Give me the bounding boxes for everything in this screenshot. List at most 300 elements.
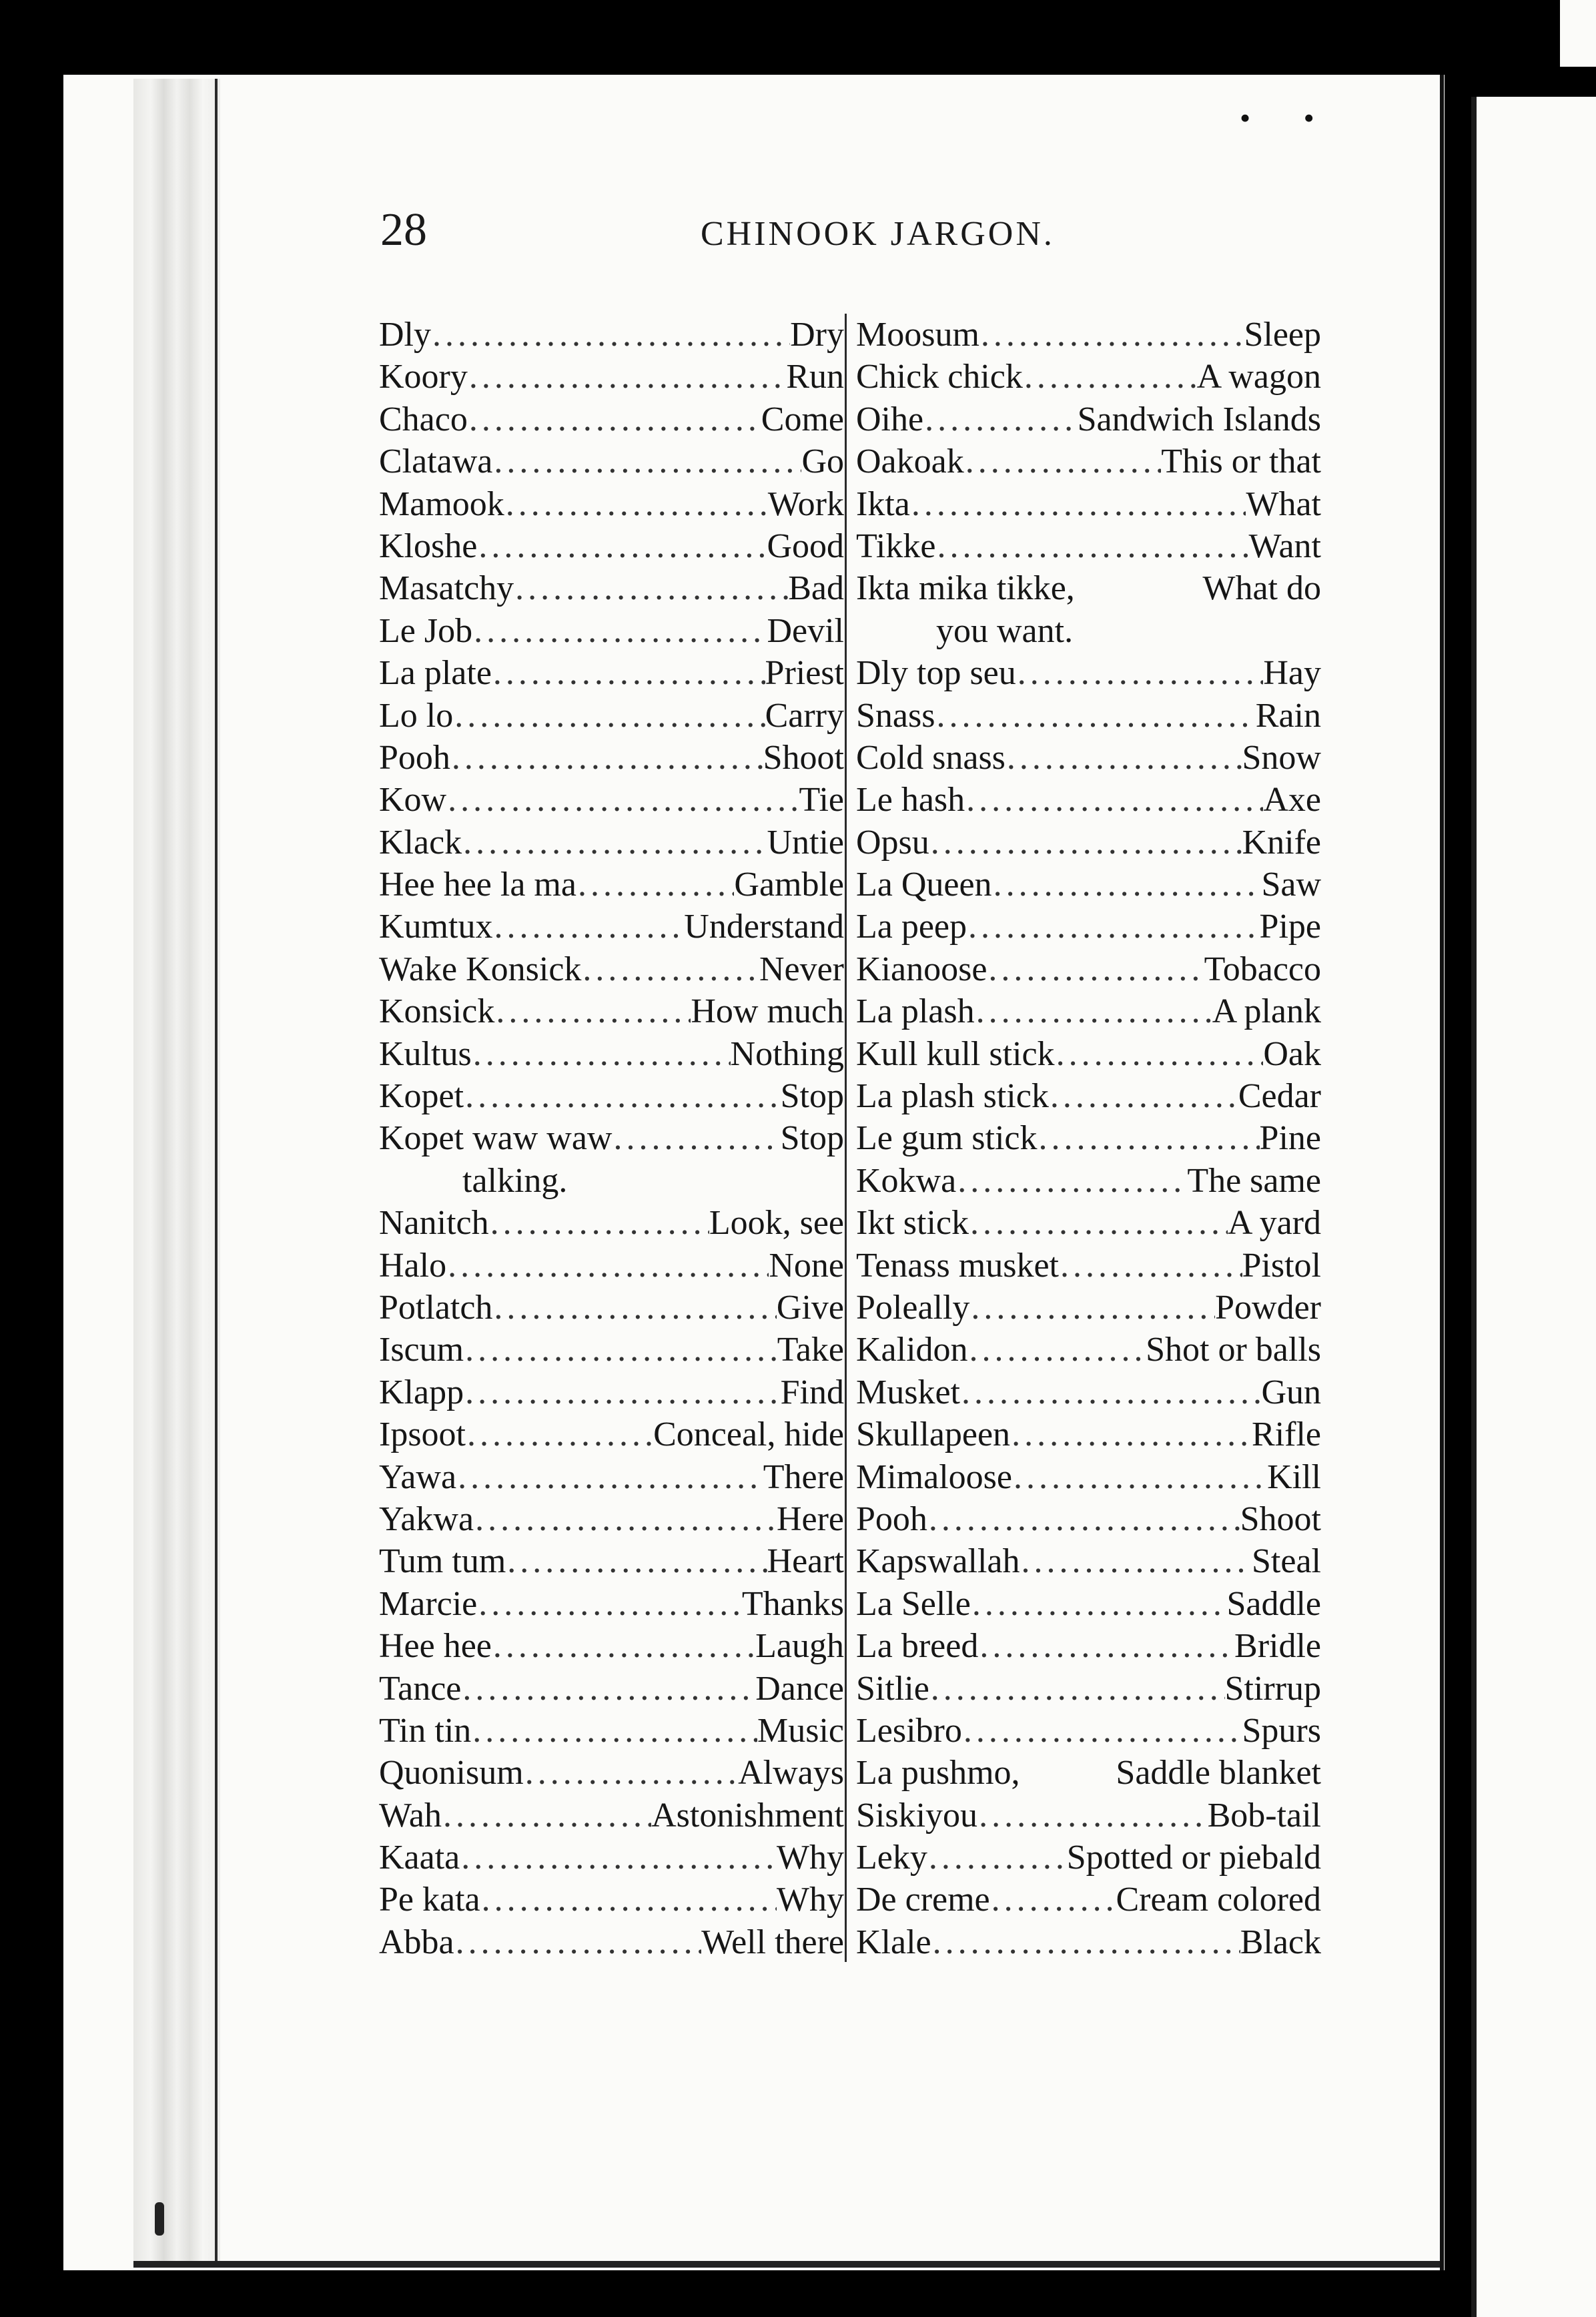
glossary-entry — [379, 1498, 844, 1540]
entry-term: Dly top seu — [856, 654, 1016, 693]
entry-definition: Shoot — [763, 738, 844, 777]
glossary-entry — [379, 1921, 844, 1963]
glossary-entry — [379, 1540, 844, 1582]
glossary-entry — [379, 610, 844, 652]
glossary-entry — [856, 652, 1321, 694]
entry-definition: Hay — [1263, 654, 1321, 693]
glossary-entry — [379, 1117, 844, 1159]
entry-term: Pe kata — [379, 1881, 480, 1919]
entry-term: Chaco — [379, 400, 468, 438]
glossary-entry — [856, 1625, 1321, 1667]
entry-term: Konsick — [379, 992, 495, 1031]
dot-leader — [492, 906, 684, 948]
dot-leader — [460, 1837, 777, 1879]
glossary-entry — [379, 398, 844, 440]
entry-term: Kopet waw waw — [379, 1119, 613, 1158]
entry-term: Le gum stick — [856, 1119, 1038, 1158]
glossary-entry — [856, 1583, 1321, 1625]
entry-term: Ipsoot — [379, 1415, 466, 1454]
glossary-entry — [856, 1371, 1321, 1413]
glossary-entry — [856, 1498, 1321, 1540]
glossary-entry — [379, 525, 844, 567]
glossary-entry — [856, 1245, 1321, 1287]
dot-leader — [464, 1329, 777, 1371]
glossary-entry — [379, 567, 844, 609]
glossary-entry — [379, 948, 844, 990]
glossary-entry — [856, 737, 1321, 779]
entry-term: La Selle — [856, 1584, 971, 1623]
entry-term: Musket — [856, 1373, 960, 1411]
entry-definition: Axe — [1263, 781, 1321, 819]
entry-definition: None — [769, 1246, 844, 1285]
entry-definition: Shoot — [1240, 1500, 1321, 1538]
entry-term: Tance — [379, 1669, 462, 1708]
glossary-entry — [379, 1752, 844, 1794]
dot-leader — [477, 525, 767, 567]
entry-definition: This or that — [1161, 442, 1321, 481]
dot-leader — [461, 1668, 755, 1710]
dot-leader — [1016, 652, 1264, 694]
dot-leader — [504, 483, 768, 525]
glossary-entry — [379, 1794, 844, 1837]
entry-term: Oihe — [856, 400, 924, 438]
entry-definition: Cedar — [1238, 1077, 1321, 1116]
entry-definition: Why — [776, 1839, 844, 1877]
entry-term: Masatchy — [379, 569, 514, 608]
entry-term: Kultus — [379, 1034, 472, 1073]
entry-term: Klapp — [379, 1373, 464, 1411]
glossary-entry — [379, 779, 844, 821]
dot-leader — [979, 314, 1244, 356]
glossary-entry — [379, 1245, 844, 1287]
glossary-entry — [856, 356, 1321, 398]
dot-leader — [472, 1033, 731, 1075]
entry-term: Kull kull stick — [856, 1034, 1055, 1073]
page-right-edge — [1440, 75, 1444, 2270]
dot-leader — [927, 1498, 1240, 1540]
entry-definition: Rain — [1255, 696, 1321, 735]
entry-definition: Spurs — [1242, 1711, 1321, 1750]
entry-term: Lesibro — [856, 1711, 962, 1750]
entry-definition: Steal — [1252, 1542, 1321, 1581]
entry-term: Tum tum — [379, 1542, 506, 1581]
entry-term: Mamook — [379, 484, 504, 523]
entry-term: Le Job — [379, 611, 473, 650]
entry-term: Oakoak — [856, 442, 964, 481]
glossary-entry — [379, 1668, 844, 1710]
facing-page-corner — [1560, 0, 1596, 67]
dot-leader — [474, 1498, 777, 1540]
dot-leader — [1010, 1413, 1252, 1455]
facing-page-gutter — [1471, 97, 1477, 2317]
dot-leader — [453, 695, 765, 737]
glossary-entry — [379, 821, 844, 864]
entry-definition: Pine — [1259, 1119, 1321, 1158]
dot-leader — [990, 1879, 1116, 1921]
glossary-entry — [379, 1371, 844, 1413]
dot-leader — [1059, 1245, 1242, 1287]
entry-definition: Rifle — [1252, 1415, 1321, 1454]
glossary-entry — [856, 1160, 1321, 1202]
glossary-entry — [856, 1329, 1321, 1371]
dot-leader — [456, 1456, 763, 1498]
entry-term: Iscum — [379, 1331, 464, 1369]
entry-term: Wake Konsick — [379, 950, 582, 988]
dot-leader — [965, 779, 1263, 821]
entry-term: La plate — [379, 654, 492, 693]
dot-leader — [514, 567, 788, 609]
entry-definition: What do — [1202, 569, 1321, 608]
glossary-entry — [379, 1625, 844, 1667]
glossary-entry — [856, 990, 1321, 1032]
dot-leader — [492, 652, 765, 694]
entry-definition: Bob-tail — [1207, 1796, 1321, 1835]
glossary-column-right — [856, 314, 1321, 1963]
entry-term: La breed — [856, 1627, 979, 1666]
entry-continuation: talking. — [462, 1161, 568, 1200]
glossary-entry — [379, 1329, 844, 1371]
dot-leader — [968, 1329, 1146, 1371]
entry-definition: Pistol — [1242, 1246, 1321, 1285]
dot-leader — [489, 1202, 709, 1244]
entry-term: Klack — [379, 823, 462, 862]
dot-leader — [431, 314, 790, 356]
entry-definition: Snow — [1242, 738, 1321, 777]
entry-definition: How much — [691, 992, 844, 1031]
glossary-entry — [856, 1117, 1321, 1159]
entry-term: Pooh — [856, 1500, 927, 1538]
dot-leader — [454, 1921, 702, 1963]
printer-ornament: • • — [1240, 101, 1337, 135]
entry-definition: Here — [776, 1500, 844, 1538]
entry-continuation: you want. — [936, 611, 1074, 650]
dot-leader — [967, 906, 1260, 948]
entry-definition: A plank — [1212, 992, 1321, 1031]
entry-definition: Devil — [767, 611, 844, 650]
glossary-entry — [856, 398, 1321, 440]
glossary-entry — [379, 1287, 844, 1329]
entry-term: Kaata — [379, 1839, 460, 1877]
dot-leader — [975, 990, 1212, 1032]
entry-term: Ikta — [856, 484, 910, 523]
dot-leader — [960, 1371, 1261, 1413]
dot-leader — [442, 1794, 651, 1837]
entry-term: Pooh — [379, 738, 450, 777]
entry-term: Kloshe — [379, 527, 478, 565]
glossary-entry — [856, 1287, 1321, 1329]
entry-definition: Dance — [755, 1669, 844, 1708]
entry-definition: Understand — [684, 908, 844, 946]
glossary-entry — [379, 1075, 844, 1117]
glossary-entry — [379, 1837, 844, 1879]
entry-term: Tenass musket — [856, 1246, 1059, 1285]
entry-term: Ikt stick — [856, 1204, 969, 1243]
glossary-entry — [379, 1033, 844, 1075]
entry-term: Marcie — [379, 1584, 478, 1623]
entry-definition: Stirrup — [1224, 1669, 1321, 1708]
entry-term: Le hash — [856, 781, 965, 819]
entry-term: La peep — [856, 908, 967, 946]
glossary-entry — [379, 356, 844, 398]
entry-definition: Look, see — [709, 1204, 844, 1243]
glossary-entry — [856, 567, 1321, 609]
entry-term: Kokwa — [856, 1161, 957, 1200]
dot-leader — [492, 1287, 776, 1329]
glossary-entry — [379, 1202, 844, 1244]
entry-term: Hee hee — [379, 1627, 492, 1666]
dot-leader — [466, 1413, 653, 1455]
dot-leader — [971, 1583, 1227, 1625]
dot-leader — [468, 398, 761, 440]
entry-term: Kapswallah — [856, 1542, 1020, 1581]
entry-definition: Gun — [1261, 1373, 1321, 1411]
entry-term: Hee hee la ma — [379, 866, 576, 904]
glossary-entry — [379, 652, 844, 694]
dot-leader — [472, 610, 767, 652]
entry-term: Yawa — [379, 1457, 457, 1496]
entry-term: Tin tin — [379, 1711, 472, 1750]
glossary-entry — [379, 990, 844, 1032]
entry-definition: Astonishment — [651, 1796, 844, 1835]
glossary-entry — [856, 1794, 1321, 1837]
entry-term: Halo — [379, 1246, 447, 1285]
entry-term: Klale — [856, 1923, 931, 1961]
entry-term: Opsu — [856, 823, 929, 862]
entry-definition: Black — [1240, 1923, 1321, 1961]
entry-definition: Shot or balls — [1146, 1331, 1321, 1369]
glossary-entry — [379, 483, 844, 525]
page-number: 28 — [380, 204, 427, 256]
entry-definition: Conceal, hide — [653, 1415, 844, 1454]
dot-leader — [978, 1625, 1234, 1667]
dot-leader — [471, 1710, 757, 1752]
entry-term: Clatawa — [379, 442, 493, 481]
entry-definition: Well there — [701, 1923, 844, 1961]
glossary-entry — [856, 1837, 1321, 1879]
glossary-entry — [379, 314, 844, 356]
dot-leader — [923, 398, 1078, 440]
entry-term: Cold snass — [856, 738, 1006, 777]
dot-leader — [494, 990, 691, 1032]
entry-definition: A yard — [1227, 1204, 1321, 1243]
dot-leader — [464, 1371, 781, 1413]
page-stack-edge — [133, 79, 220, 2261]
entry-definition: Oak — [1263, 1034, 1321, 1073]
entry-term: Skullapeen — [856, 1415, 1011, 1454]
entry-definition: Why — [776, 1881, 844, 1919]
entry-definition: Tie — [799, 781, 844, 819]
dot-leader — [480, 1879, 777, 1921]
entry-definition: Heart — [767, 1542, 844, 1581]
entry-definition: There — [763, 1457, 844, 1496]
entry-definition: Find — [780, 1373, 844, 1411]
entry-definition: Stop — [780, 1119, 844, 1158]
glossary-entry — [379, 906, 844, 948]
dot-leader — [935, 695, 1255, 737]
entry-term: La pushmo, — [856, 1754, 1020, 1792]
dot-leader — [612, 1117, 780, 1159]
glossary-entry — [856, 1668, 1321, 1710]
dot-leader — [492, 1625, 755, 1667]
glossary-entry — [379, 695, 844, 737]
entry-definition: Knife — [1242, 823, 1321, 862]
glossary-entry — [379, 864, 844, 906]
entry-term: Kumtux — [379, 908, 493, 946]
dot-leader — [1049, 1075, 1238, 1117]
entry-definition: Stop — [780, 1077, 844, 1116]
entry-definition: Thanks — [741, 1584, 844, 1623]
dot-leader — [1012, 1456, 1267, 1498]
entry-term: Quonisum — [379, 1754, 524, 1792]
entry-definition: The same — [1187, 1161, 1321, 1200]
entry-term: Kianoose — [856, 950, 987, 988]
dot-leader — [1038, 1117, 1260, 1159]
entry-definition: Never — [759, 950, 844, 988]
entry-term: Dly — [379, 316, 431, 354]
entry-definition: A wagon — [1196, 358, 1321, 396]
dot-leader — [464, 1075, 781, 1117]
glossary-entry — [856, 948, 1321, 990]
glossary-entry — [856, 1752, 1321, 1794]
entry-term: Tikke — [856, 527, 936, 565]
entry-term: Mimaloose — [856, 1457, 1012, 1496]
dot-leader — [477, 1583, 742, 1625]
entry-definition: Want — [1248, 527, 1321, 565]
glossary-column-left — [379, 314, 844, 1963]
entry-term: Kopet — [379, 1077, 464, 1116]
glossary-entry — [856, 695, 1321, 737]
entry-term: Wah — [379, 1796, 442, 1835]
glossary-entry — [379, 737, 844, 779]
glossary-entry — [379, 1879, 844, 1921]
dot-leader — [1020, 1540, 1252, 1582]
entry-term: Abba — [379, 1923, 454, 1961]
dot-leader — [969, 1202, 1228, 1244]
entry-definition: Saddle — [1226, 1584, 1321, 1623]
entry-term: Kow — [379, 781, 447, 819]
entry-definition: Take — [777, 1331, 844, 1369]
glossary-entry — [856, 1879, 1321, 1921]
dot-leader — [506, 1540, 767, 1582]
glossary-entry — [379, 1710, 844, 1752]
entry-definition: Nothing — [730, 1034, 844, 1073]
glossary-entry — [856, 440, 1321, 482]
entry-definition: Priest — [765, 654, 844, 693]
dot-leader — [450, 737, 763, 779]
entry-term: La plash stick — [856, 1077, 1049, 1116]
glossary-entry — [856, 864, 1321, 906]
dot-leader — [935, 525, 1248, 567]
dot-leader — [987, 948, 1204, 990]
entry-definition: Give — [776, 1288, 844, 1327]
dot-leader — [929, 1668, 1225, 1710]
dot-leader — [964, 440, 1162, 482]
dot-leader — [468, 356, 786, 398]
entry-definition: Always — [738, 1754, 844, 1792]
dot-leader — [1055, 1033, 1264, 1075]
glossary-entry — [856, 1202, 1321, 1244]
entry-definition: Dry — [790, 316, 844, 354]
entry-definition: Sleep — [1244, 316, 1321, 354]
entry-definition: Powder — [1215, 1288, 1321, 1327]
dot-leader — [576, 864, 734, 906]
entry-term: Chick chick — [856, 358, 1023, 396]
entry-definition: Run — [786, 358, 844, 396]
entry-term: La plash — [856, 992, 975, 1031]
dot-leader — [992, 864, 1262, 906]
entry-definition: Spotted or piebald — [1066, 1839, 1321, 1877]
dot-leader — [977, 1794, 1208, 1837]
column-rule — [845, 314, 847, 1962]
entry-definition: Carry — [765, 696, 844, 735]
entry-term: Leky — [856, 1839, 927, 1877]
page-bottom-shadow — [133, 2261, 1441, 2268]
dot-leader — [1006, 737, 1242, 779]
entry-definition: Bridle — [1234, 1627, 1321, 1666]
entry-definition: Bad — [788, 569, 844, 608]
entry-definition: Come — [761, 400, 844, 438]
entry-definition: Saw — [1261, 866, 1321, 904]
dot-leader — [910, 483, 1246, 525]
dot-leader — [492, 440, 801, 482]
glossary-entry — [856, 483, 1321, 525]
entry-term: Moosum — [856, 316, 979, 354]
dot-leader — [446, 1245, 769, 1287]
entry-term: Koory — [379, 358, 468, 396]
entry-term: Siskiyou — [856, 1796, 978, 1835]
glossary-entry — [856, 1710, 1321, 1752]
entry-term: De creme — [856, 1881, 990, 1919]
entry-definition: What — [1246, 484, 1321, 523]
entry-definition: Work — [767, 484, 844, 523]
entry-term: Kalidon — [856, 1331, 968, 1369]
dot-leader — [524, 1752, 738, 1794]
glossary-entry — [379, 1413, 844, 1455]
entry-definition: Untie — [767, 823, 844, 862]
glossary-entry — [856, 1413, 1321, 1455]
entry-definition: Music — [757, 1711, 844, 1750]
dot-leader — [446, 779, 799, 821]
entry-term: Snass — [856, 696, 935, 735]
dot-leader — [462, 821, 767, 864]
glossary-entry — [856, 314, 1321, 356]
entry-term: Yakwa — [379, 1500, 474, 1538]
dot-leader — [1023, 356, 1197, 398]
glossary-entry — [379, 440, 844, 482]
gutter-line — [215, 79, 218, 2261]
entry-term: Lo lo — [379, 696, 454, 735]
dot-leader — [931, 1921, 1240, 1963]
entry-definition: Gamble — [734, 866, 844, 904]
entry-definition: Sandwich Islands — [1077, 400, 1321, 438]
running-title: CHINOOK JARGON. — [701, 215, 1055, 253]
entry-definition: Good — [767, 527, 844, 565]
ink-blot — [155, 2202, 164, 2236]
glossary-entry — [856, 1921, 1321, 1963]
entry-term: Poleally — [856, 1288, 970, 1327]
dot-leader — [962, 1710, 1242, 1752]
glossary-entry — [856, 1456, 1321, 1498]
entry-term: La Queen — [856, 866, 992, 904]
entry-definition: Go — [801, 442, 844, 481]
dot-leader — [956, 1160, 1187, 1202]
glossary-entry — [379, 1456, 844, 1498]
entry-term: Nanitch — [379, 1204, 489, 1243]
glossary-entry — [856, 821, 1321, 864]
entry-term: Ikta mika tikke, — [856, 569, 1075, 608]
glossary-entry — [856, 779, 1321, 821]
entry-definition: Laugh — [755, 1627, 844, 1666]
